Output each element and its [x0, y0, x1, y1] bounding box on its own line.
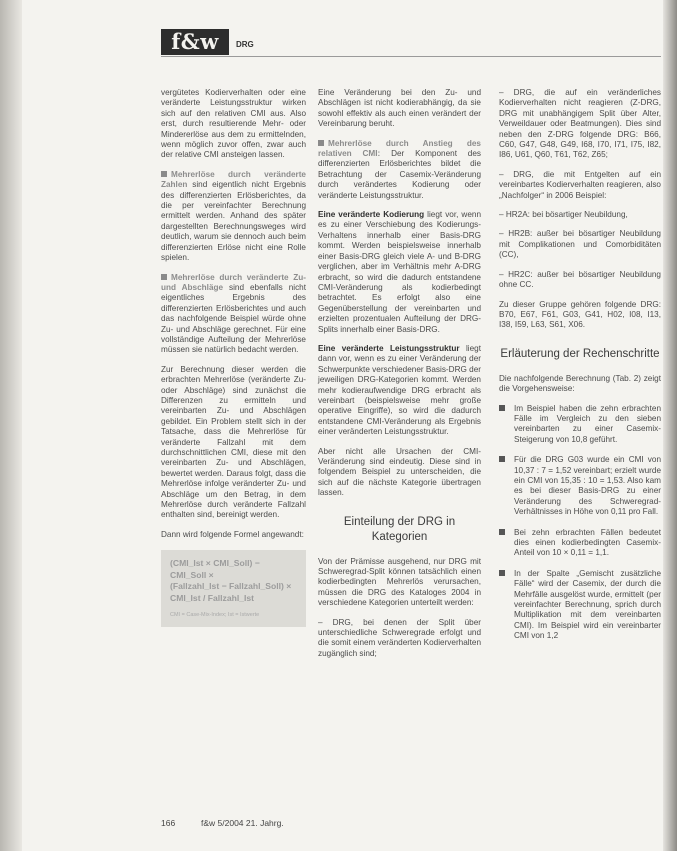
square-bullet-icon [499, 456, 505, 462]
col1-paragraph: vergütetes Kodierverhalten oder eine veränderte Leistungsstruktur wirken sich auf den relativen CMI aus. Also erst, durch resultierende Mehr- oder Mindererlöse aus dem zu ermittelnden, wenn möglich zuvor offen, zwar auch der relative CMI ansteigen lassen. [161, 88, 306, 160]
bullet-item [499, 404, 661, 446]
square-bullet-icon [499, 405, 505, 411]
bold-term: Eine veränderte Kodierung [318, 210, 425, 220]
col1-paragraph-text: sind eigentlich nicht Ergebnis des differenzierten Erlösberichtes, da die per vereinfachter Berechnung ermittelt werden. Anhand des später dargestellten Berechnungsweges wird deutlich, warum sie dennoch auch beim differenzierten Erlöse nicht eine Rolle spielen. [161, 180, 307, 263]
col1-paragraph: Dann wird folgende Formel angewandt: [161, 529, 304, 539]
bullet-item [499, 455, 661, 517]
inline-heading: Mehrerlöse durch veränderte Zahlen [161, 169, 306, 190]
square-bullet-icon [161, 171, 167, 177]
issue-info: f&w 5/2004 21. Jahrg. [201, 818, 284, 828]
column-2 [318, 88, 481, 668]
square-bullet-icon [499, 529, 505, 535]
section-heading: Einteilung der DRG in Kategorien [343, 515, 456, 543]
col2-paragraph: – DRG, bei denen der Split über unterschiedliche Schweregrade erfolgt und die somit einem veränderten Kodierverhalten zugänglich sind; [318, 617, 481, 658]
col1-section-mehrerloese-zahlen [161, 170, 306, 264]
col2-paragraph-text: Der Komponent des differenzierten Erlösberichtes bildet die Betrachtung der Casemix-Veränderung durch verändertes Kodierung oder veränderte Leistungsstruktur. [318, 149, 481, 200]
formula-line: (Fallzahl_Ist − Fallzahl_Soll) × [170, 581, 292, 592]
square-bullet-icon [318, 140, 324, 146]
square-bullet-icon [499, 570, 505, 576]
list-item: – DRG, die mit Entgelten auf ein vereinbartes Kodierverhalten reagieren, also „Nachfolger“ in 2006 Beispiel: [499, 169, 661, 200]
col2-paragraph-text: liegt dann vor, wenn es zu einer Veränderung der Schwerpunkte verschiedener Basis-DRG der jeweiligen DRG-Kategorien kommt. Werden mehr kodieraufwendige DRG erbracht als vereinbart (beispielsweise mehr große operative Eingriffe), so wird die dadurch entstandene CMI-Veränderung als Ergebnis einer veränderten Leistungsstruktur. [318, 343, 481, 437]
list-item: – HR2C: außer bei bösartiger Neubildung ohne CC. [499, 269, 661, 290]
list-item: – HR2B: außer bei bösartiger Neubildung mit Complikationen und Comorbiditäten (CC), [499, 229, 661, 260]
col1-paragraph-text: sind ebenfalls nicht eigentliches Ergebnis des differenzierten Erlösberichtes und auch das nachfolgende Beispiel würde ohne Zu- und Abschläge gerechnet. Für eine vollständige Aufteilung der Mehrerlöse müssen sie natürlich bedacht werden. [161, 282, 306, 355]
square-bullet-icon [161, 274, 167, 280]
formula-note: CMI = Case-Mix-Index; Ist = Istwerte [170, 612, 260, 619]
bold-term: Eine veränderte Leistungsstruktur [318, 343, 460, 353]
col1-paragraph: Zur Berechnung dieser werden die erbrachten Mehrerlöse (veränderte Zu- oder Abschläge) sind zunächst die Differenzen zu ermitteln und vereinbarten Zu- und Abschlägen gebildet. Ein Problem stellt sich in der Tatsache, dass die Mehrerlöse für veränderte Fallzahl mit dem durchschnittlichen CMI, diese mit den vereinbarten Zu- und Abschlägen, bewertet werden. Daraus folgt, dass die Mehrerlöse infolge veränderter Zu- und Abschläge um den Betrag, in dem Mehrerlöse durch veränderte Fallzahl enthalten sind, bereinigt werden. [161, 364, 306, 520]
col2-paragraph [318, 210, 481, 335]
bullet-text: In der Spalte „Gemischt zusätzliche Fälle“ wird der Casemix, der durch die Mehrfälle ausgelöst wurde, ermittelt (per vereinfachter Berechnung, sprich durch Multiplikation mit dem vereinbarten CMI). Im Beispiel wird ein vereinbarter CMI von 1,2 [514, 568, 661, 641]
inline-heading: Mehrerlöse durch veränderte Zu- und Abschläge [161, 272, 306, 292]
col2-paragraph-text: liegt vor, wenn es zu einer Verschiebung des Kodierungs-Verhaltens innerhalb einer Basis-DRG kommt. Werden beispielsweise innerhalb einer Basis-DRG gleich viele A- und B-DRG verglichen, aber im Verhältnis mehr A-DRG erbracht, so wird die dadurch entstandene CMI-Veränderung als kodierbedingt betrachtet. Es erfolgt also eine Gegenüberstellung der vereinbarten und erzielten prozentualen Aufteilung der DRG-Splits innerhalb einer Basis-DRG. [318, 210, 481, 334]
column-1 [161, 88, 306, 633]
inline-heading: Mehrerlöse durch Anstieg des relativen CMI: [318, 138, 481, 159]
bullet-text: Bei zehn erbrachten Fällen bedeutet dies einen kodierbedingten Casemix-Anteil von 10 × 0,11 = 1,1. [514, 527, 661, 558]
col3-paragraph: Die nachfolgende Berechnung (Tab. 2) zeigt die Vorgehensweise: [499, 373, 661, 394]
page-edge-shadow [663, 0, 677, 851]
formula-line: (CMI_Ist × CMI_Soll) − CMI_Soll × [170, 558, 260, 580]
col1-section-zu-abschlaege [161, 273, 306, 356]
col2-paragraph: Von der Prämisse ausgehend, nur DRG mit Schweregrad-Split können tatsächlich einen kodierbedingten Mehrerlös verursachen, müssen die DRG des Kataloges 2004 in verschiedene Kategorien unterteilt werden: [318, 556, 481, 608]
col2-section-cmi-anstieg [318, 139, 481, 201]
list-item: – DRG, die auf ein veränderliches Kodierverhalten nicht reagieren (Z-DRG, DRG mit unabhängigem Split über Alter, Verweildauer oder Beatmungen). Dies sind neben den Z-DRG folgende DRG: B66, C60, G47, G48, G49, I68, I70, I71, I75, I82, I86, U61, Q60, T61, T62, Z65; [499, 88, 661, 160]
col2-paragraph: Aber nicht alle Ursachen der CMI-Veränderung sind eindeutig. Diese sind in folgendem Beispiel zu unterscheiden, die sich auf die nächste Kategorie übertragen lassen. [318, 446, 481, 498]
header-rule [161, 56, 661, 57]
section-heading: Erläuterung der Rechenschritte [500, 347, 660, 360]
section-title: DRG [236, 40, 254, 49]
formula-box [161, 550, 306, 626]
list-item: – HR2A: bei bösartiger Neubildung, [499, 210, 628, 220]
col2-paragraph [318, 344, 481, 438]
bullet-item [499, 528, 661, 559]
column-3 [499, 88, 661, 652]
bullet-text: Für die DRG G03 wurde ein CMI von 10,37 : 7 = 1,52 vereinbart; erzielt wurde ein CMI von 15,35 : 10 = 1,53. Also kam es bei dieser Basis-DRG zu einer Veränderung des Schweregrad-Verhältnisses in Höhe von 0,11 pro Fall. [514, 455, 661, 517]
journal-logo: f&w [161, 29, 229, 55]
col3-paragraph: Zu dieser Gruppe gehören folgende DRG: B70, E67, F61, G03, G41, H02, I08, I13, I38, I59, L63, S61, X06. [499, 299, 661, 330]
formula-line: CMI_Ist / Fallzahl_Ist [170, 592, 255, 603]
bullet-text: Im Beispiel haben die zehn erbrachten Fälle im Vergleich zu den sieben vereinbarten zu einer Casemix-Steigerung von 10,8 geführt. [514, 403, 661, 444]
col2-paragraph: Eine Veränderung bei den Zu- und Abschlägen ist nicht kodierabhängig, da sie sowohl effektiv als auch einen verändert der Vereinbarung beruht. [318, 88, 481, 129]
page-number: 166 [161, 818, 176, 828]
binding-shadow [0, 0, 22, 851]
bullet-item [499, 569, 661, 642]
